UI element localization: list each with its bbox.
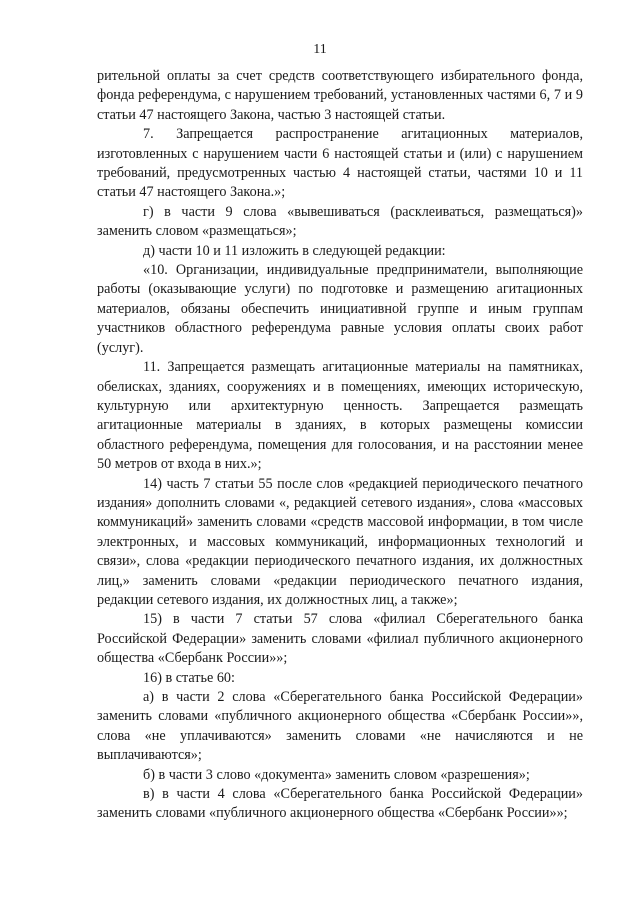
paragraph: 15) в части 7 статьи 57 слова «филиал Сберегательного банка Российской Федерации» заменить словами «филиал публичного акционерного общества «Сбербанк России»»;: [97, 611, 583, 667]
paragraph: д) части 10 и 11 изложить в следующей редакции:: [143, 242, 446, 259]
paragraph: в) в части 4 слова «Сберегательного банка Российской Федерации» заменить словами «публичного акционерного общества «Сбербанк России»»;: [97, 786, 583, 822]
paragraph: 16) в статье 60:: [143, 669, 235, 686]
document-body: [97, 67, 583, 824]
paragraph: 14) часть 7 статьи 55 после слов «редакцией периодического печатного издания» дополнить словами «, редакцией сетевого издания», слова «массовых коммуникаций» заменить словами «средств массовой информации, в том числе электронных, и массовых коммуникаций, информационных технологий и связи», слова «редакции периодического печатного издания, их должностных лиц,» заменить словами «редакции периодического печатного издания, редакции сетевого издания, их должностных лиц, а также»;: [97, 475, 583, 608]
paragraph: 7. Запрещается распространение агитационных материалов, изготовленных с нарушением части 6 настоящей статьи и (или) с нарушением требований, предусмотренных частью 4 настоящей статьи, частями 10 и 11 статьи 47 настоящего Закона.»;: [97, 126, 583, 201]
paragraph: б) в части 3 слово «документа» заменить словом «разрешения»;: [143, 766, 530, 783]
page-number: 11: [313, 42, 327, 57]
paragraph: «10. Организации, индивидуальные предприниматели, выполняющие работы (оказывающие услуги) по подготовке и размещению агитационных материалов, обязаны обеспечить инициативной группе и иным группам участников областного референдума равные условия оплаты своих работ (услуг).: [97, 262, 583, 356]
paragraph: рительной оплаты за счет средств соответствующего избирательного фонда, фонда референдума, с нарушением требований, установленных частями 6, 7 и 9 статьи 47 настоящего Закона, частью 3 настоящей статьи.: [97, 68, 583, 123]
paragraph: г) в части 9 слова «вывешиваться (расклеиваться, размещаться)» заменить словом «размещаться»;: [97, 203, 583, 240]
paragraph: 11. Запрещается размещать агитационные материалы на памятниках, обелисках, зданиях, сооружениях и в помещениях, имеющих историческую, культурную или архитектурную ценность. Запрещается размещать агитационные материалы в зданиях, в которых размещены комиссии областного референдума, помещения для голосования, и на расстоянии менее 50 метров от входа в них.»;: [97, 359, 583, 473]
paragraph: а) в части 2 слова «Сберегательного банка Российской Федерации» заменить словами «публичного акционерного общества «Сбербанк России»», слова «не уплачиваются» заменить словами «не начисляются и не выплачиваются»;: [97, 689, 583, 764]
